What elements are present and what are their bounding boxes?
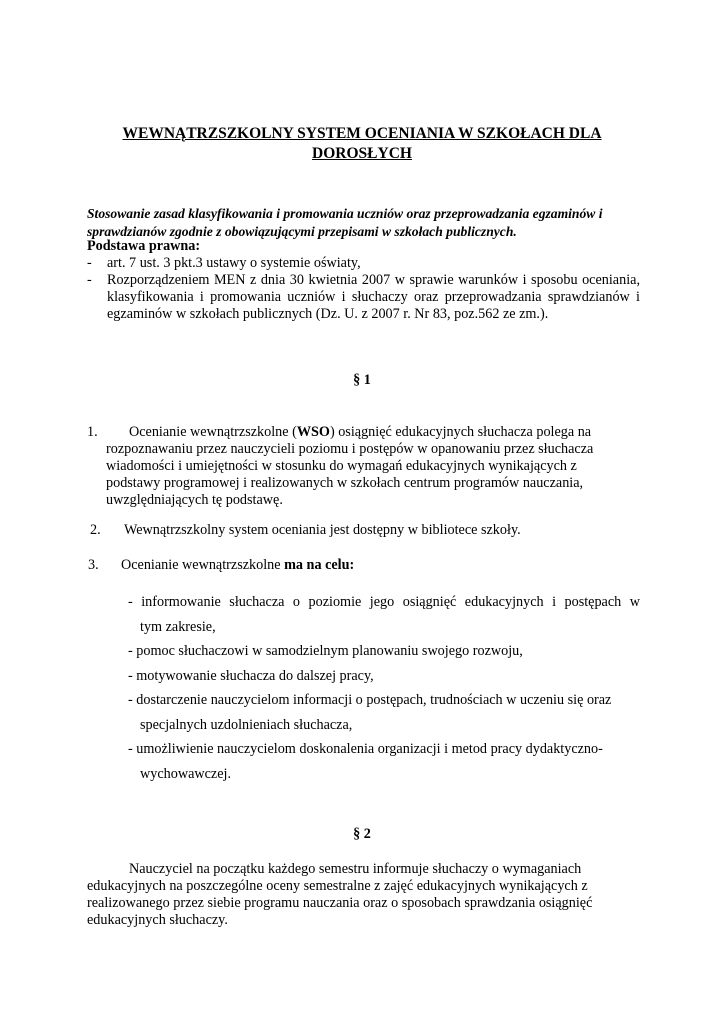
- section-1-item-2: [90, 522, 521, 539]
- section-2-paragraph: Nauczyciel na początku każdego semestru informuje słuchaczy o wymaganiach edukacyjnych na poszczególne oceny semestralne z zajęć edukacyjnych wynikających z realizowanego przez siebie programu nauczania oraz o sposobach sprawdzania osiągnięć edukacyjnych słuchaczy.: [87, 861, 593, 928]
- item-1-text-post: ) osiągnięć edukacyjnych słuchacza polega na: [329, 424, 592, 440]
- item-3-text-bold: ma na celu:: [284, 557, 355, 573]
- title-line-2: DOROSŁYCH: [312, 145, 412, 162]
- goal-line: - motywowanie słuchacza do dalszej pracy,: [128, 667, 374, 684]
- document-title: [90, 124, 634, 164]
- item-1-text-bold: WSO: [296, 424, 330, 440]
- list-dash: -: [87, 272, 92, 288]
- item-2-text: Wewnątrzszkolny system oceniania jest dostępny w bibliotece szkoły.: [124, 522, 521, 538]
- section-1-sign: § 1: [353, 372, 371, 388]
- legal-basis-text: art. 7 ust. 3 pkt.3 ustawy o systemie oświaty,: [107, 255, 361, 271]
- item-1-text-pre: Ocenianie wewnątrzszkolne (: [129, 424, 297, 440]
- item-number: 1.: [87, 424, 98, 440]
- legal-basis-text: Rozporządzeniem MEN z dnia 30 kwietnia 2007 w sprawie warunków i sposobu oceniania, klasyfikowania i promowania uczniów i słuchaczy oraz przeprowadzania sprawdzianów i egzaminów w szkołach publicznych (Dz. U. z 2007 r. Nr 83, poz.562 ze zm.).: [107, 272, 640, 322]
- section-1-item-1: [87, 424, 627, 441]
- title-line-1: WEWNĄTRZSZKOLNY SYSTEM OCENIANIA W SZKOŁACH DLA: [122, 125, 602, 142]
- goal-line: tym zakresie,: [140, 618, 216, 635]
- goal-line: - pomoc słuchaczowi w samodzielnym planowaniu swojego rozwoju,: [128, 643, 523, 659]
- section-1-item-3: [88, 557, 354, 574]
- legal-basis-heading: Podstawa prawna:: [87, 238, 201, 254]
- legal-basis-item: [87, 255, 640, 272]
- goal-line: - umożliwienie nauczycielom doskonalenia organizacji i metod pracy dydaktyczno-: [128, 741, 603, 757]
- list-dash: -: [87, 255, 92, 271]
- item-number: 2.: [90, 522, 101, 538]
- legal-basis-list: [87, 255, 640, 323]
- section-2-sign: § 2: [353, 826, 371, 842]
- goal-line: wychowawczej.: [140, 765, 231, 782]
- goals-list: [128, 590, 640, 786]
- goal-line: - dostarczenie nauczycielom informacji o postępach, trudnościach w uczeniu się oraz: [128, 692, 612, 708]
- goal-line: specjalnych uzdolnieniach słuchacza,: [140, 716, 353, 733]
- item-1-first-line: [129, 424, 627, 441]
- intro-paragraph: Stosowanie zasad klasyfikowania i promowania uczniów oraz przeprowadzania egzaminów i sprawdzianów zgodnie z obowiązującymi przepisami w szkołach publicznych.: [87, 206, 603, 239]
- legal-basis-item: [87, 272, 640, 323]
- item-3-text: [121, 557, 354, 574]
- item-3-text-pre: Ocenianie wewnątrzszkolne: [121, 557, 285, 573]
- goal-line: - informowanie słuchacza o poziomie jego osiągnięć edukacyjnych i postępach w: [128, 594, 640, 610]
- item-number: 3.: [88, 557, 99, 573]
- item-1-continuation: rozpoznawaniu przez nauczycieli poziomu i postępów w opanowaniu przez słuchacza wiadomości i umiejętności w stosunku do wymagań edukacyjnych wynikających z podstawy programowej i realizowanych w szkołach centrum programów nauczania, uwzględniających tę podstawę.: [106, 441, 594, 508]
